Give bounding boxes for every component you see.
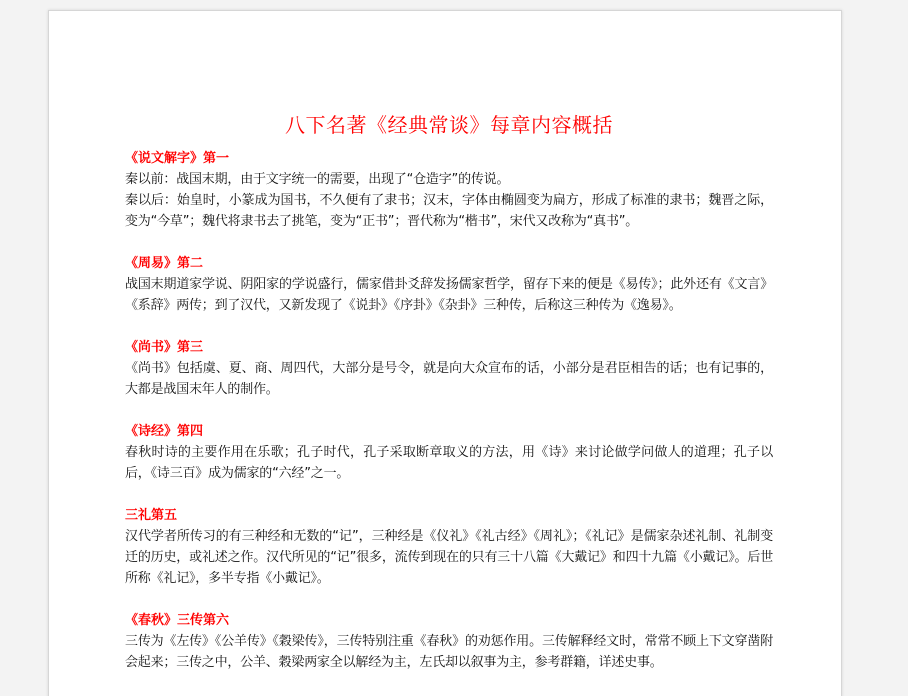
section-heading: 三礼第五: [125, 508, 178, 523]
section-heading: 《说文解字》第一: [125, 151, 230, 166]
section-heading: 《尚书》第三: [125, 340, 204, 355]
section-heading: 《周易》第二: [125, 256, 204, 271]
document-page: [48, 10, 842, 696]
document-content: [125, 111, 773, 695]
section-chunqiu: [125, 611, 773, 673]
section-paragraph: 秦以后：始皇时，小篆成为国书，不久便有了隶书；汉末，字体由椭圆变为扁方，形成了标准的隶书；魏晋之际，变为“今草”；魏代将隶书去了挑笔，变为“正书”；晋代称为“楷书”，宋代又改称为“真书”。: [125, 193, 773, 229]
section-paragraph: 战国末期道家学说、阴阳家的学说盛行，儒家借卦爻辞发扬儒家哲学，留存下来的便是《易传》；此外还有《文言》《系辞》两传；到了汉代，又新发现了《说卦》《序卦》《杂卦》三种传，后称这三种传为《逸易》。: [125, 277, 773, 313]
section-paragraph: 春秋时诗的主要作用在乐歌；孔子时代，孔子采取断章取义的方法，用《诗》来讨论做学问做人的道理；孔子以后，《诗三百》成为儒家的“六经”之一。: [125, 445, 773, 481]
section-shangshu: [125, 338, 773, 400]
section-paragraph: 汉代学者所传习的有三种经和无数的“记”，三种经是《仪礼》《礼古经》《周礼》；《礼记》是儒家杂述礼制、礼制变迁的历史，或礼述之作。汉代所见的“记”很多，流传到现在的只有三十八篇《大戴记》和四十九篇《小戴记》。后世所称《礼记》，多半专指《小戴记》。: [125, 529, 773, 586]
section-shuowen: [125, 149, 773, 232]
section-heading: 《诗经》第四: [125, 424, 204, 439]
section-sanli: [125, 506, 773, 589]
section-paragraph: 《尚书》包括虞、夏、商、周四代，大部分是号令，就是向大众宣布的话，小部分是君臣相告的话；也有记事的，大都是战国末年人的制作。: [125, 361, 773, 397]
section-paragraph: 秦以前：战国末期，由于文字统一的需要，出现了“仓造字”的传说。: [125, 172, 510, 187]
section-shijing: [125, 422, 773, 484]
section-heading: 《春秋》三传第六: [125, 613, 230, 628]
section-zhouyi: [125, 254, 773, 316]
document-title: 八下名著《经典常谈》每章内容概括: [285, 113, 613, 137]
section-paragraph: 三传为《左传》《公羊传》《穀梁传》，三传特别注重《春秋》的劝惩作用。三传解释经文时，常常不顾上下文穿凿附会起来；三传之中，公羊、穀梁两家全以解经为主，左氏却以叙事为主，参考群籍，详述史事。: [125, 634, 773, 670]
